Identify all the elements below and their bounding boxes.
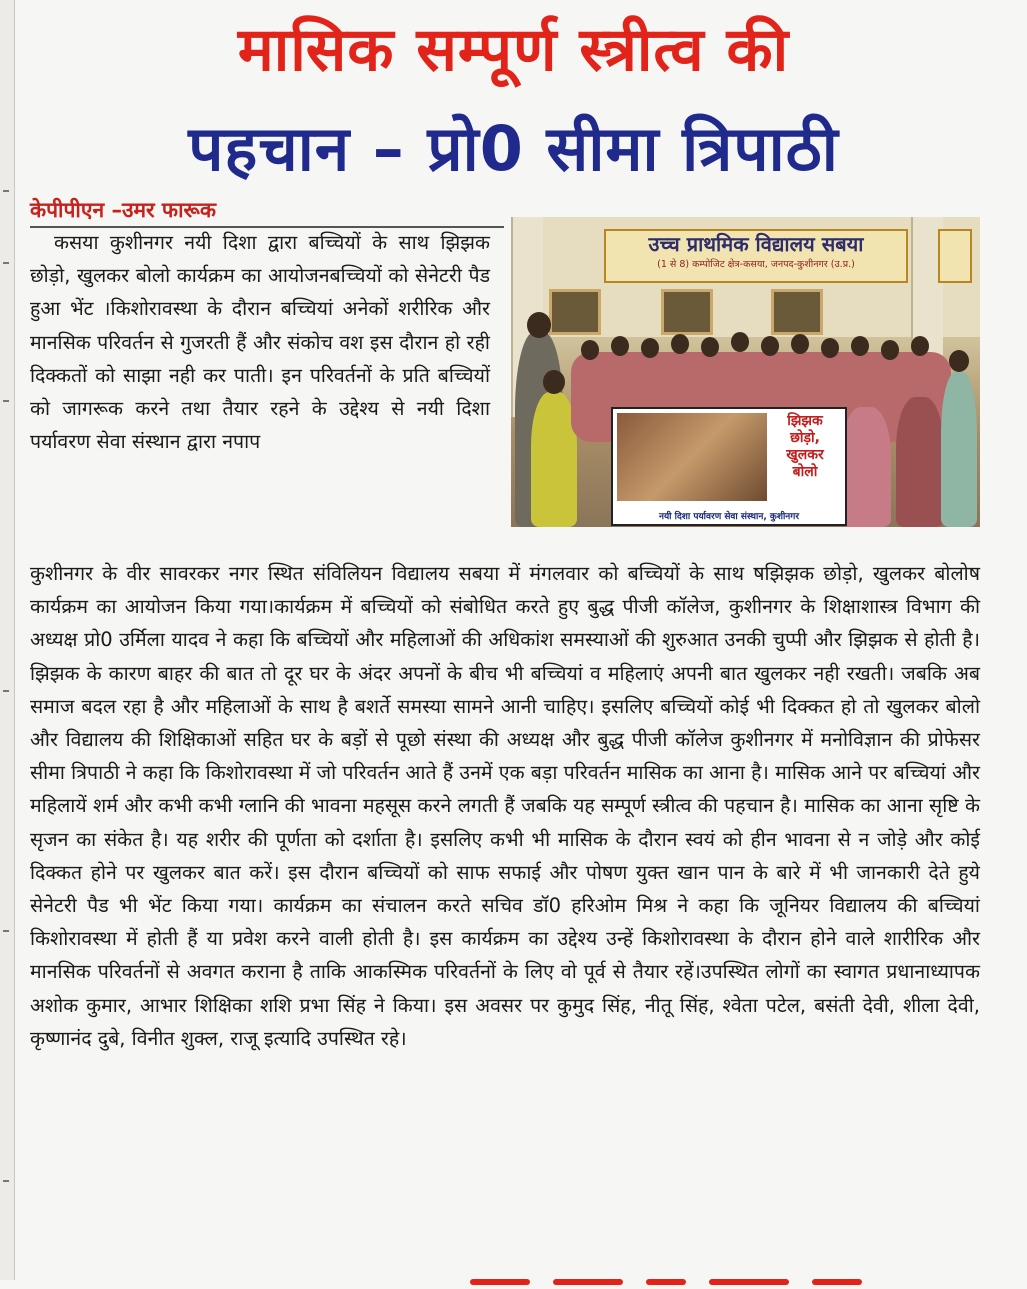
article-photo <box>511 217 980 527</box>
school-board-subtitle: (1 से 8) कम्पोजिट क्षेत्र-कसया, जनपद-कुशीनगर (उ.प्र.) <box>657 259 855 270</box>
article-column-text: कसया कुशीनगर नयी दिशा द्वारा बच्चियों के साथ झिझक छोड़ो, खुलकर बोलो कार्यक्रम का आयोजनबच्चियों को सेनेटरी पैड हुआ भेंट ।किशोरावस्था के दौरान बच्चियां अनेकों शरीरिक और मानसिक परिवर्तन से गुजरती हैं और संकोच वश इस दौरान हो रही दिक्कतों को साझा नही कर पाती। इन परिवर्तनों के प्रति बच्चियों को जागरूक करने तथा तैयार रहने के उद्देश्य से नयी दिशा पर्यावरण सेवा संस्थान द्वारा नपाप <box>30 231 490 454</box>
cropped-next-headline <box>470 1270 920 1280</box>
banner-line-2: छोड़ो, <box>790 430 820 446</box>
article-full-text: कुशीनगर के वीर सावरकर नगर स्थित संविलियन विद्यालय सबया में मंगलवार को बच्चियों के साथ षझिझक छोड़ो, खुलकर बोलोष कार्यक्रम का आयोजन किया गया।कार्यक्रम में बच्चियों को संबोधित करते हुए बुद्ध पीजी कॉलेज, कुशीनगर के शिक्षाशास्त्र विभाग की अध्यक्ष प्रो0 उर्मिला यादव ने कहा कि बच्चियों और महिलाओं की अधिकांश समस्याओं की शुरुआत उनकी चुप्पी और झिझक से होती है। झिझक के कारण बाहर की बात तो दूर घर के अंदर अपनों के बीच भी बच्चियां व महिलाएं अपनी बात खुलकर नही रखती। जबकि अब समाज बदल रहा है और महिलाओं के साथ है बशर्ते समस्या सामने आनी चाहिए। इसलिए बच्चियों कोई भी दिक्कत हो तो खुलकर बोलो और विद्यालय की शिक्षिकाओं सहित घर के बड़ों से पूछो संस्था की अध्यक्ष और बुद्ध पीजी कॉलेज कुशीनगर में मनोविज्ञान की प्रोफेसर सीमा त्रिपाठी ने कहा कि किशोरावस्था में जो परिवर्तन आते हैं उनमें एक बड़ा परिवर्तन मासिक का आना है। मासिक आने पर बच्चियां और महिलायें शर्म और कभी कभी ग्लानि की भावना महसूस करने लगती हैं जबकि यह सम्पूर्ण स्त्रीत्व की पहचान है। मासिक का आना सृष्टि के सृजन का संकेत है। यह शरीर की पूर्णता को दर्शाता है। इसलिए कभी भी मासिक के दौरान स्वयं को हीन भावना से न जोड़े और कोई दिक्कत होने पर खुलकर बात करें। इस दौरान बच्चियों को साफ सफाई और पोषण युक्त खान पान के बारे में भी जानकारी देते हुये सेनेटरी पैड भी भेंट किया गया। कार्यक्रम का संचालन करते सचिव डॉ0 हरिओम मिश्र ने कहा कि जूनियर विद्यालय की बच्चियां किशोरावस्था में होती हैं या प्रवेश करने वाली होती है। इस कार्यक्रम का उद्देश्य उन्हें किशोरावस्था के दौरान होने वाले शारीरिक और मानसिक परिवर्तनों से अवगत कराना है ताकि आकस्मिक परिवर्तनों के लिए वो पूर्व से तैयार रहें।उपस्थित लोगों का स्वागत प्रधानाध्यापक अशोक कुमार, आभार शिक्षिका शशि प्रभा सिंह ने किया। इस अवसर पर कुमुद सिंह, नीतू सिंह, श्वेता पटेल, बसंती देवी, शीला देवी, कृष्णानंद दुबे, विनीत शुक्ल, राजू इत्यादि उपस्थित रहे। <box>30 562 980 1050</box>
event-banner <box>611 407 847 526</box>
headline-line-1: मासिक सम्पूर्ण स्त्रीत्व की <box>237 15 790 85</box>
banner-line-3: खुलकर <box>786 447 824 463</box>
banner-line-1: झिझक <box>787 413 823 429</box>
school-board-title: उच्च प्राथमिक विद्यालय सबया <box>648 232 864 256</box>
headline-line-2: पहचान – प्रो0 सीमा त्रिपाठी <box>188 112 839 185</box>
byline: केपीपीएन –उमर फारूक <box>30 198 216 222</box>
banner-line-4: बोलो <box>792 464 818 480</box>
banner-footer: नयी दिशा पर्यावरण सेवा संस्थान, कुशीनगर <box>658 512 800 522</box>
school-name-board <box>604 229 908 283</box>
